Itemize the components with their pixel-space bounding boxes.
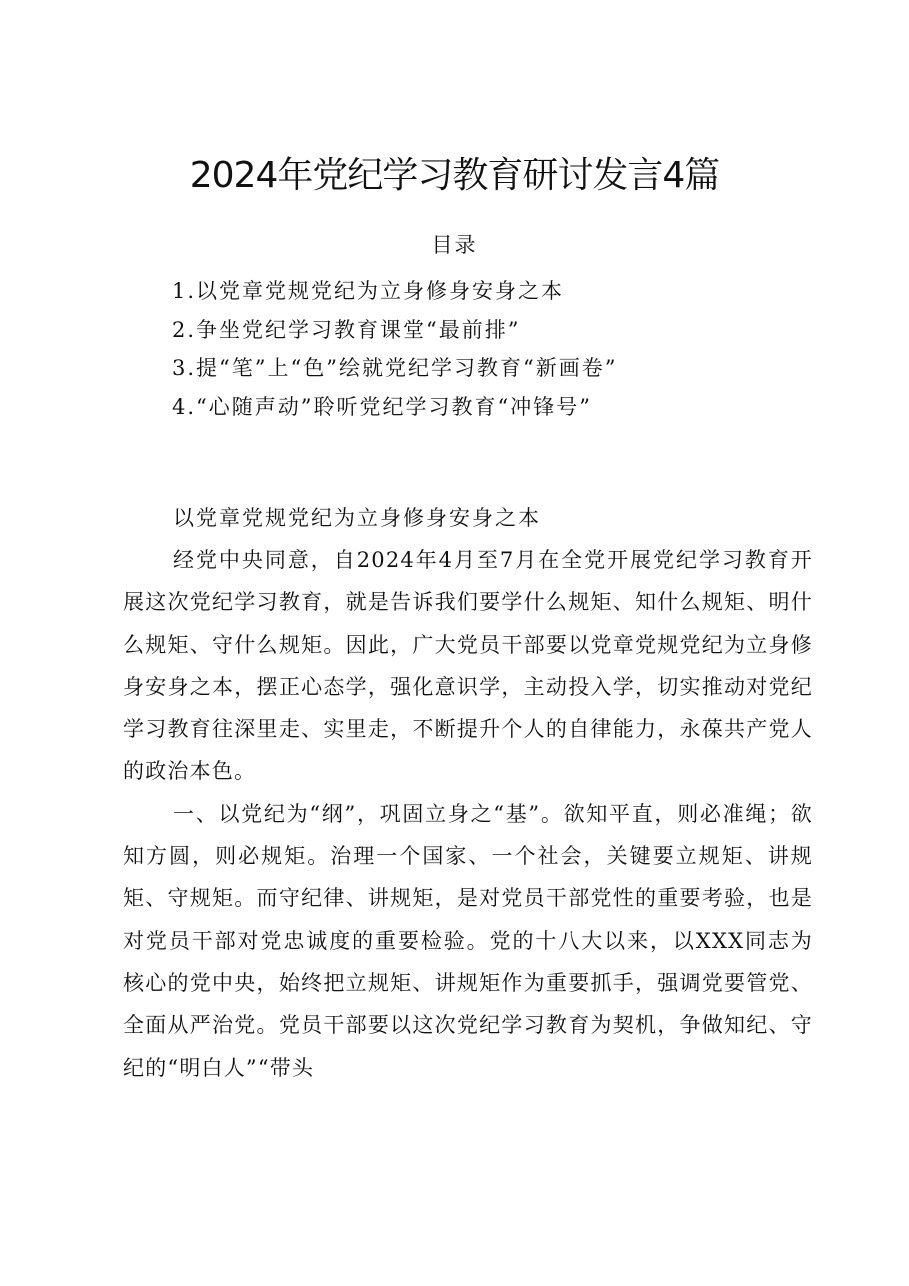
toc-item-2: 2.争坐党纪学习教育课堂“最前排” <box>172 317 521 342</box>
document-body <box>123 497 813 1089</box>
document-title: 2024年党纪学习教育研讨发言4篇 <box>189 155 720 196</box>
toc-item-1: 1.以党章党规党纪为立身修身安身之本 <box>172 279 565 303</box>
paragraph-intro: 经党中央同意，自2024年4月至7月在全党开展党纪学习教育开展这次党纪学习教育，就是告诉我们要学什么规矩、知什么规矩、明什么规矩、守什么规矩。因此，广大党员干部要以党章党规党纪为立身修身安身之本，摆正心态学，强化意识学，主动投入学，切实推动对党纪学习教育往深里走、实里走，不断提升个人的自律能力，永葆共产党人的政治本色。 <box>123 548 813 784</box>
toc-item-4: 4.“心随声动”聆听党纪学习教育“冲锋号” <box>172 394 592 419</box>
section-heading: 以党章党规党纪为立身修身安身之本 <box>173 506 541 530</box>
toc-heading: 目录 <box>431 233 478 257</box>
table-of-contents <box>172 273 812 427</box>
toc-item-3: 3.提“笔”上“色”绘就党纪学习教育“新画卷” <box>172 356 618 380</box>
paragraph-point-one: 一、以党纪为“纲”，巩固立身之“基”。欲知平直，则必准绳；欲知方圆，则必规矩。治理一个国家、一个社会，关键要立规矩、讲规矩、守规矩。而守纪律、讲规矩，是对党员干部党性的重要考验，也是对党员干部对党忠诚度的重要检验。党的十八大以来，以XXX同志为核心的党中央，始终把立规矩、讲规矩作为重要抓手，强调党要管党、全面从严治党。党员干部要以这次党纪学习教育为契机，争做知纪、守纪的“明白人”“带头 <box>123 801 813 1080</box>
